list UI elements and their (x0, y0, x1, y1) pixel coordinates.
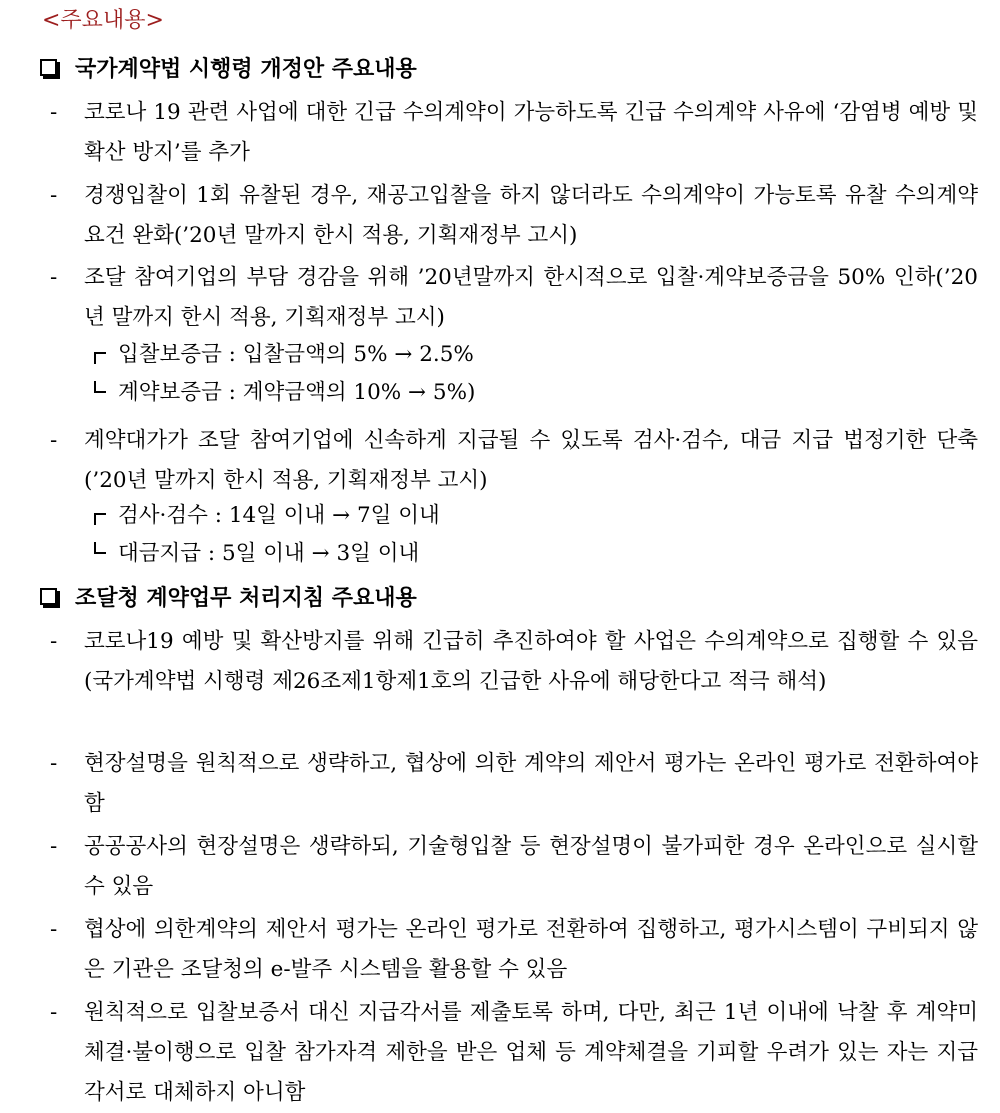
list-item-text: 계약대가가 조달 참여기업에 신속하게 지급될 수 있도록 검사·검수, 대금 지급 법정기한 단축(’20년 말까지 한시 적용, 기획재정부 고시) (84, 428, 978, 493)
bracket-bottom-icon (94, 542, 106, 554)
dash-bullet-icon: - (50, 100, 58, 125)
dash-bullet-icon: - (50, 917, 58, 942)
list-item-text: 원칙적으로 입찰보증서 대신 지급각서를 제출토록 하며, 다만, 최근 1년 이내에 낙찰 후 계약미체결·불이행으로 입찰 참가자격 제한을 받은 업체 등 계약체결을 기피할 우려가 있는 자는 지급각서로 대체하지 아니함 (84, 1000, 978, 1105)
sub-item (94, 338, 474, 372)
list-item (50, 258, 978, 338)
bracket-top-icon (94, 513, 106, 525)
list-item-text: 코로나 19 관련 사업에 대한 긴급 수의계약이 가능하도록 긴급 수의계약 사유에 ‘감염병 예방 및 확산 방지’를 추가 (84, 100, 978, 165)
sub-item (94, 537, 419, 571)
document-title: <주요내용> (42, 8, 164, 33)
checkbox-square-icon (40, 59, 57, 76)
sub-item-text: 입찰보증금 : 입찰금액의 5% → 2.5% (118, 342, 474, 367)
dash-bullet-icon: - (50, 265, 58, 290)
sub-item-text: 검사·검수 : 14일 이내 → 7일 이내 (118, 503, 440, 528)
list-item (50, 93, 978, 173)
dash-bullet-icon: - (50, 834, 58, 859)
bracket-top-icon (94, 352, 106, 364)
list-item-text: 코로나19 예방 및 확산방지를 위해 긴급히 추진하여야 할 사업은 수의계약으로 집행할 수 있음(국가계약법 시행령 제26조제1항제1호의 긴급한 사유에 해당한다고 적극 해석) (84, 629, 978, 694)
list-item (50, 622, 978, 702)
list-item (50, 910, 978, 990)
list-item (50, 993, 978, 1113)
list-item (50, 176, 978, 256)
list-item-text: 협상에 의한계약의 제안서 평가는 온라인 평가로 전환하여 집행하고, 평가시스템이 구비되지 않은 기관은 조달청의 e-발주 시스템을 활용할 수 있음 (84, 917, 978, 982)
sub-item-text: 계약보증금 : 계약금액의 10% → 5%) (118, 380, 476, 405)
sub-item-text: 대금지급 : 5일 이내 → 3일 이내 (118, 541, 420, 566)
dash-bullet-icon: - (50, 629, 58, 654)
dash-bullet-icon: - (50, 428, 58, 453)
section-heading (40, 55, 417, 85)
list-item (50, 744, 978, 824)
list-item-text: 현장설명을 원칙적으로 생략하고, 협상에 의한 계약의 제안서 평가는 온라인 평가로 전환하여야 함 (84, 751, 978, 816)
dash-bullet-icon: - (50, 183, 58, 208)
section-heading (40, 584, 417, 614)
section-heading-text: 조달청 계약업무 처리지침 주요내용 (75, 586, 417, 611)
list-item-text: 공공공사의 현장설명은 생략하되, 기술형입찰 등 현장설명이 불가피한 경우 온라인으로 실시할 수 있음 (84, 834, 978, 899)
checkbox-square-icon (40, 588, 57, 605)
list-item (50, 421, 978, 501)
list-item (50, 827, 978, 907)
dash-bullet-icon: - (50, 751, 58, 776)
list-item-text: 경쟁입찰이 1회 유찰된 경우, 재공고입찰을 하지 않더라도 수의계약이 가능토록 유찰 수의계약 요건 완화(’20년 말까지 한시 적용, 기획재정부 고시) (84, 183, 978, 248)
section-heading-text: 국가계약법 시행령 개정안 주요내용 (75, 57, 417, 82)
sub-item (94, 499, 440, 533)
dash-bullet-icon: - (50, 1000, 58, 1025)
bracket-bottom-icon (94, 381, 106, 393)
sub-item (94, 376, 475, 410)
list-item-text: 조달 참여기업의 부담 경감을 위해 ’20년말까지 한시적으로 입찰·계약보증금을 50% 인하(’20년 말까지 한시 적용, 기획재정부 고시) (84, 265, 978, 330)
